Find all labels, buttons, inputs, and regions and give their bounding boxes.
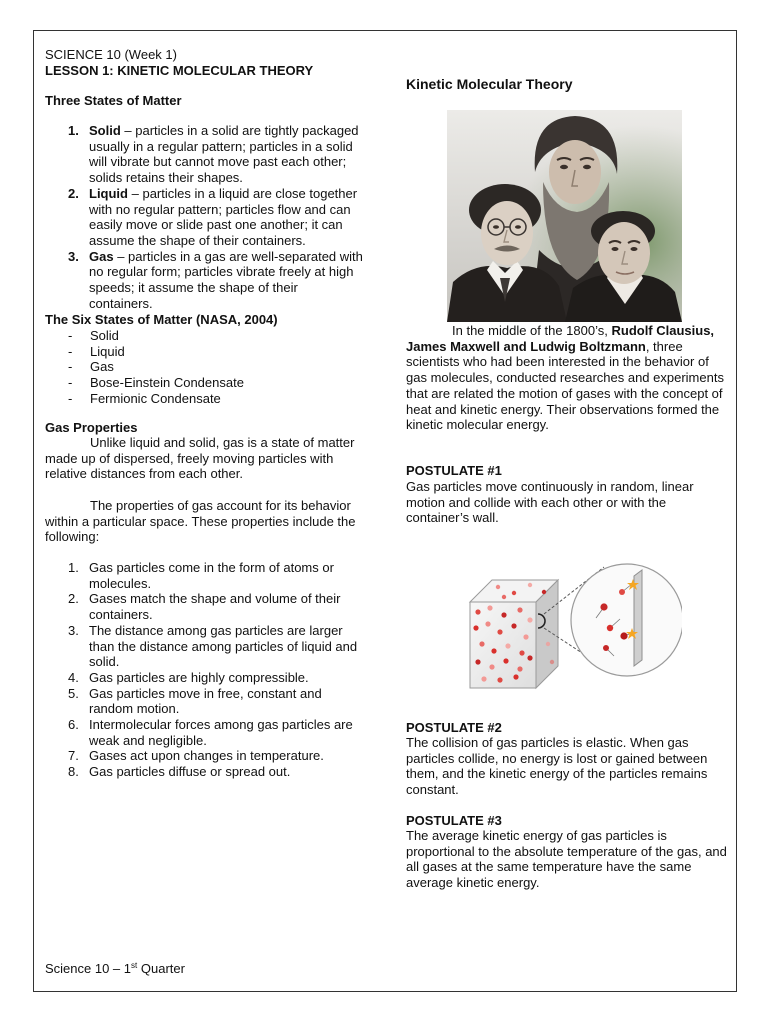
gas-particle: [513, 674, 518, 679]
gas-particle: [475, 609, 480, 614]
six-states-heading: The Six States of Matter (NASA, 2004): [45, 312, 278, 327]
gas-properties-intro: Unlike liquid and solid, gas is a state of matter made up of dispersed, freely moving particles with relative distances from each other.: [45, 435, 355, 482]
gas-particle: [501, 612, 506, 617]
gas-particle: [473, 625, 478, 630]
postulate-1-text: Gas particles move continuously in random, linear motion and collide with each other or with the container’s wall.: [406, 479, 694, 526]
gas-particle-diagram: [464, 562, 682, 692]
list-item: - Liquid: [45, 344, 363, 360]
course-label: SCIENCE 10 (Week 1): [45, 47, 177, 62]
gas-particle: [517, 607, 522, 612]
gas-particle: [546, 642, 550, 646]
state-term: Gas: [89, 248, 114, 264]
list-item: - Bose-Einstein Condensate: [45, 375, 363, 391]
state-term: Liquid: [89, 185, 128, 201]
gas-particle: [620, 632, 627, 639]
list-item: Gases act upon changes in temperature.: [89, 748, 324, 764]
gas-particle: [503, 658, 508, 663]
gas-particle: [542, 590, 546, 594]
gas-properties-heading: Gas Properties: [45, 420, 138, 435]
list-item: - Solid: [45, 328, 363, 344]
list-item: Intermolecular forces among gas particles are weak and negligible.: [89, 717, 353, 748]
three-states-list: [45, 123, 363, 311]
gas-particle: [487, 605, 492, 610]
gas-particle: [512, 591, 516, 595]
six-states-list: [45, 328, 363, 407]
scientists-portrait: [447, 110, 682, 322]
gas-particle: [607, 625, 613, 631]
postulate-2-title: POSTULATE #2: [406, 720, 502, 735]
gas-particle: [491, 648, 496, 653]
footer-suffix: Quarter: [140, 961, 185, 976]
gas-particle: [502, 595, 506, 599]
gas-particle: [600, 603, 607, 610]
scientists-portrait-image: [447, 110, 682, 322]
gas-particle: [523, 634, 528, 639]
list-item: - Gas: [45, 359, 363, 375]
gas-particle: [619, 589, 625, 595]
lesson-header: [45, 47, 363, 78]
list-item: [45, 123, 363, 186]
gas-particle: [496, 585, 500, 589]
container-box: [470, 580, 558, 688]
list-item: The distance among gas particles are larger than the distance among particles of liquid and solid.: [89, 622, 358, 670]
gas-particle: [497, 677, 502, 682]
paragraph-end: , three scientists who had been interested in the behavior of gas molecules, conducted researches and experiments that are related the motion of gases with the concept of heat and kinetic energy. Their observations formed the kinetic molecular energy.: [406, 338, 724, 433]
list-item: Gas particles come in the form of atoms or molecules.: [89, 560, 334, 591]
list-item: Gases match the shape and volume of their containers.: [89, 591, 341, 623]
kinetic-theory-heading: Kinetic Molecular Theory: [406, 76, 573, 92]
state-term: Solid: [89, 123, 121, 138]
gas-properties-lead-in: The properties of gas account for its behavior within a particular space. These properties include the following:: [45, 498, 356, 545]
list-item: Gas particles are highly compressible.: [89, 669, 309, 685]
postulate-1-title: POSTULATE #1: [406, 463, 502, 478]
gas-particle: [603, 645, 609, 651]
list-item: [45, 186, 363, 249]
list-item: [45, 249, 363, 312]
postulate-3-text: The average kinetic energy of gas particles is proportional to the absolute temperature of the gas, and all gases at the same temperature have the same average kinetic energy.: [406, 828, 727, 891]
gas-properties-list: [45, 560, 363, 780]
postulate-3-title: POSTULATE #3: [406, 813, 502, 828]
footer-prefix: Science 10 – 1: [45, 961, 132, 976]
gas-particle: [481, 676, 486, 681]
magnified-view: [571, 564, 682, 676]
list-item: Gas particles diffuse or spread out.: [89, 764, 291, 780]
gas-particle: [479, 641, 484, 646]
gas-particle: [527, 655, 532, 660]
gas-particle: [550, 660, 554, 664]
gas-particle: [505, 643, 510, 648]
scientist-names: Rudolf Clausius, James Maxwell and Ludwig Boltzmann: [406, 323, 715, 354]
gas-particle: [489, 664, 494, 669]
state-description: – particles in a liquid are close together with no regular pattern; particles flow and can easily move or slide past one another; it can assume the shape of their containers.: [89, 185, 358, 248]
three-states-heading: Three States of Matter: [45, 93, 182, 108]
gas-particle: [511, 623, 516, 628]
lesson-title: LESSON 1: KINETIC MOLECULAR THEORY: [45, 62, 314, 78]
state-description: – particles in a gas are well-separated with no regular form; particles vibrate freely at high speeds; it assume the shape of their containers.: [89, 248, 363, 311]
kinetic-theory-paragraph: [406, 323, 730, 433]
footer-superscript: st: [131, 961, 138, 970]
paragraph-start: In the middle of the 1800’s,: [452, 323, 612, 338]
gas-particle: [485, 621, 490, 626]
postulate-2-text: The collision of gas particles is elastic. When gas particles collide, no energy is lost or gained between them, and the kinetic energy of the particles remains constant.: [406, 735, 708, 798]
gas-container-diagram: [464, 562, 682, 692]
list-item: Gas particles move in free, constant and random motion.: [89, 685, 322, 717]
gas-particle: [519, 650, 524, 655]
gas-particle: [527, 617, 532, 622]
state-description: – particles in a solid are tightly packaged usually in a regular pattern; particles in a solid will vibrate but cannot move past each other; solids retains their shapes.: [89, 123, 359, 186]
gas-particle: [475, 659, 480, 664]
gas-particle: [497, 629, 502, 634]
gas-particle: [517, 666, 522, 671]
gas-particle: [528, 583, 532, 587]
page-footer: [45, 961, 363, 977]
list-item: - Fermionic Condensate: [45, 391, 363, 407]
